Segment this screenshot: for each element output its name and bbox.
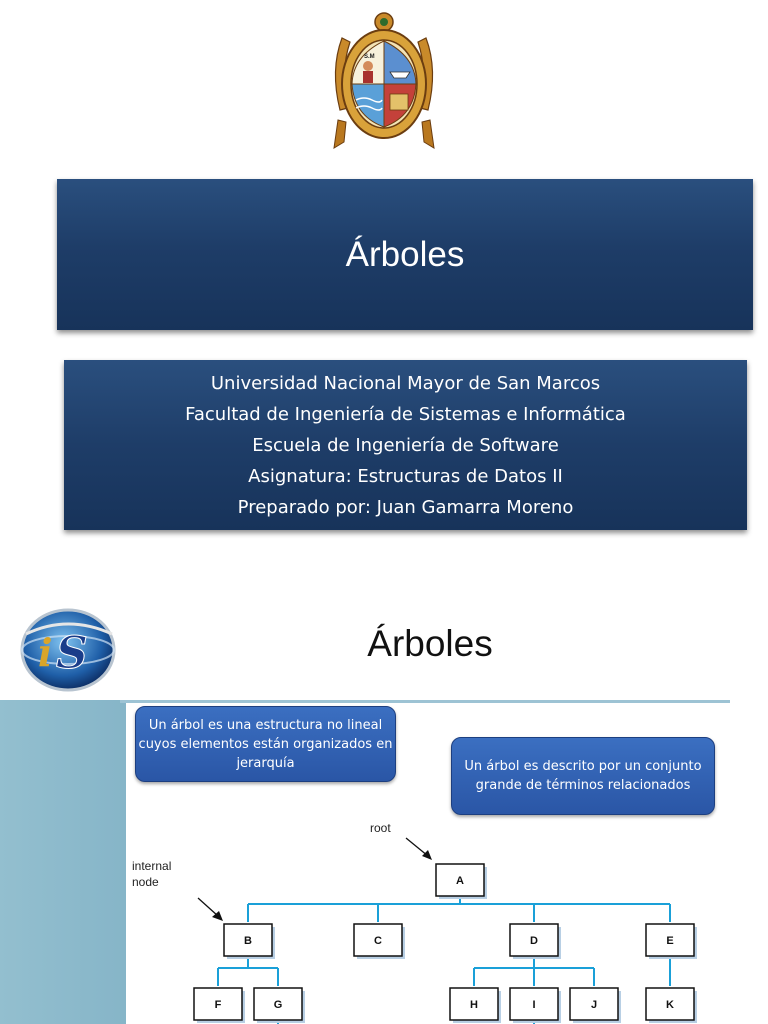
- internal-arrow: [198, 898, 218, 916]
- svg-text:S: S: [56, 628, 88, 679]
- edges-level1: [248, 896, 670, 922]
- svg-text:F: F: [214, 999, 222, 1011]
- slide-title: Árboles: [345, 234, 465, 274]
- svg-text:K: K: [666, 999, 674, 1011]
- svg-text:D: D: [530, 935, 538, 947]
- svg-text:A: A: [456, 875, 464, 887]
- svg-text:G: G: [273, 999, 283, 1011]
- tree-node-h: [450, 988, 501, 1023]
- tree-node-e: [646, 924, 697, 959]
- definition-callout: [135, 706, 396, 782]
- svg-text:E: E: [666, 935, 674, 947]
- svg-text:B: B: [244, 935, 252, 947]
- title-banner: [57, 179, 753, 330]
- definition-text: Un árbol es una estructura no lineal cuyos elementos están organizados en jerarquía: [138, 717, 393, 771]
- internal-label-line1: internal: [132, 859, 172, 873]
- slide2-title: Árboles: [367, 623, 493, 664]
- tree-node-k: [646, 988, 697, 1023]
- info-university: Universidad Nacional Mayor de San Marcos: [210, 372, 601, 394]
- svg-text:I: I: [532, 999, 536, 1011]
- info-school: Escuela de Ingeniería de Software: [252, 434, 559, 456]
- root-label: root: [370, 821, 391, 835]
- title-divider: [120, 700, 730, 703]
- svg-text:J: J: [590, 999, 598, 1011]
- internal-label-line2: node: [132, 875, 159, 889]
- info-author: Preparado por: Juan Gamarra Moreno: [237, 496, 574, 518]
- tree-node-j: [570, 988, 621, 1023]
- side-panel: [0, 700, 126, 1024]
- is-logo-icon: [16, 604, 120, 696]
- tree-node-f: [194, 988, 245, 1023]
- svg-text:i: i: [38, 630, 53, 675]
- tree-node-b: [224, 924, 275, 959]
- terms-text: Un árbol es descrito por un conjunto grande de términos relacionados: [464, 759, 702, 793]
- tree-node-i: [510, 988, 561, 1023]
- tree-diagram: [130, 812, 768, 1024]
- course-info-box: [64, 360, 747, 530]
- university-seal-icon: [326, 10, 442, 160]
- tree-node-g: [254, 988, 305, 1023]
- tree-node-c: [354, 924, 405, 959]
- tree-node-a: [436, 864, 487, 899]
- tree-node-d: [510, 924, 561, 959]
- svg-text:C: C: [374, 935, 382, 947]
- seal-text: S.M: [364, 54, 375, 60]
- info-course: Asignatura: Estructuras de Datos II: [248, 465, 563, 487]
- info-faculty: Facultad de Ingeniería de Sistemas e Informática: [185, 403, 626, 425]
- svg-text:H: H: [470, 999, 478, 1011]
- terms-callout: [451, 737, 715, 815]
